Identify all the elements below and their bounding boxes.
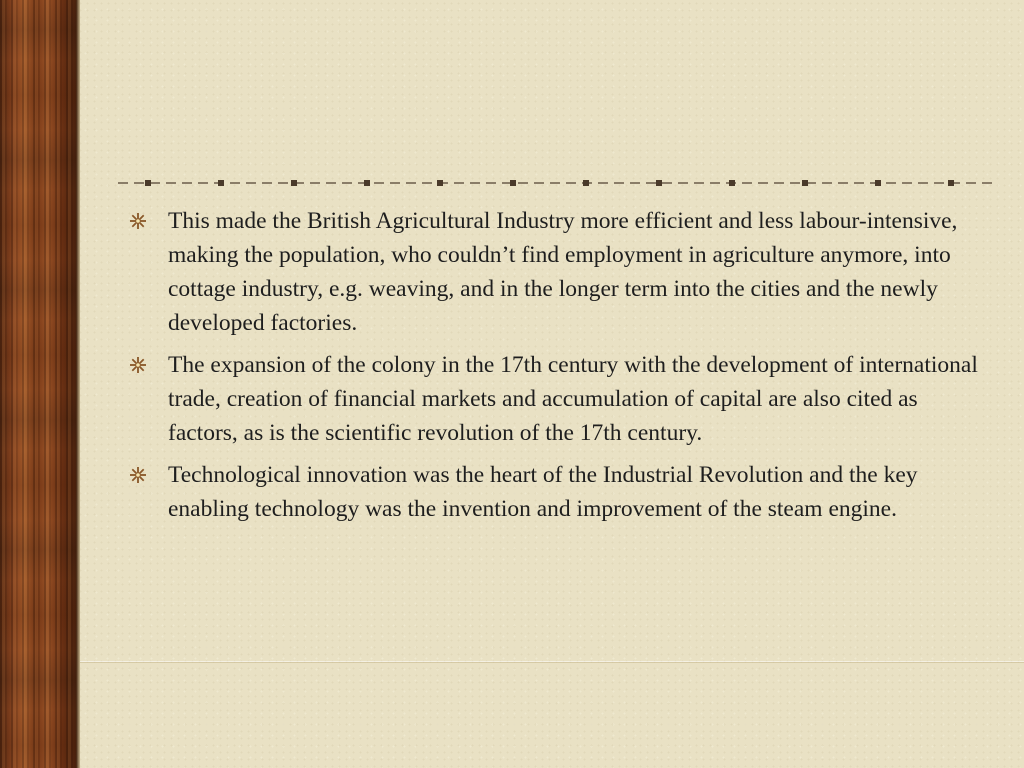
slide-body <box>128 204 978 534</box>
starburst-bullet-icon <box>128 204 168 238</box>
bottom-rule <box>80 661 1024 662</box>
bullet-item <box>128 348 978 450</box>
starburst-bullet-icon <box>128 348 168 382</box>
bullet-text: This made the British Agricultural Industry more efficient and less labour-intensive, making the population, who couldn’t find employment in agriculture anymore, into cottage industry, e.g. weaving, and in the longer term into the cities and the newly developed factories. <box>168 208 958 336</box>
starburst-bullet-icon <box>128 458 168 492</box>
wood-border-edge <box>76 0 80 768</box>
bullet-text: The expansion of the colony in the 17th century with the development of international trade, creation of financial markets and accumulation of capital are also cited as factors, as is the scientific revolution of the 17th century. <box>168 352 978 446</box>
decorative-divider <box>118 176 994 190</box>
bullet-item <box>128 204 978 340</box>
bullet-text: Technological innovation was the heart of the Industrial Revolution and the key enabling technology was the invention and improvement of the steam engine. <box>168 462 918 522</box>
bullet-item <box>128 458 978 526</box>
wood-border-strip <box>0 0 76 768</box>
